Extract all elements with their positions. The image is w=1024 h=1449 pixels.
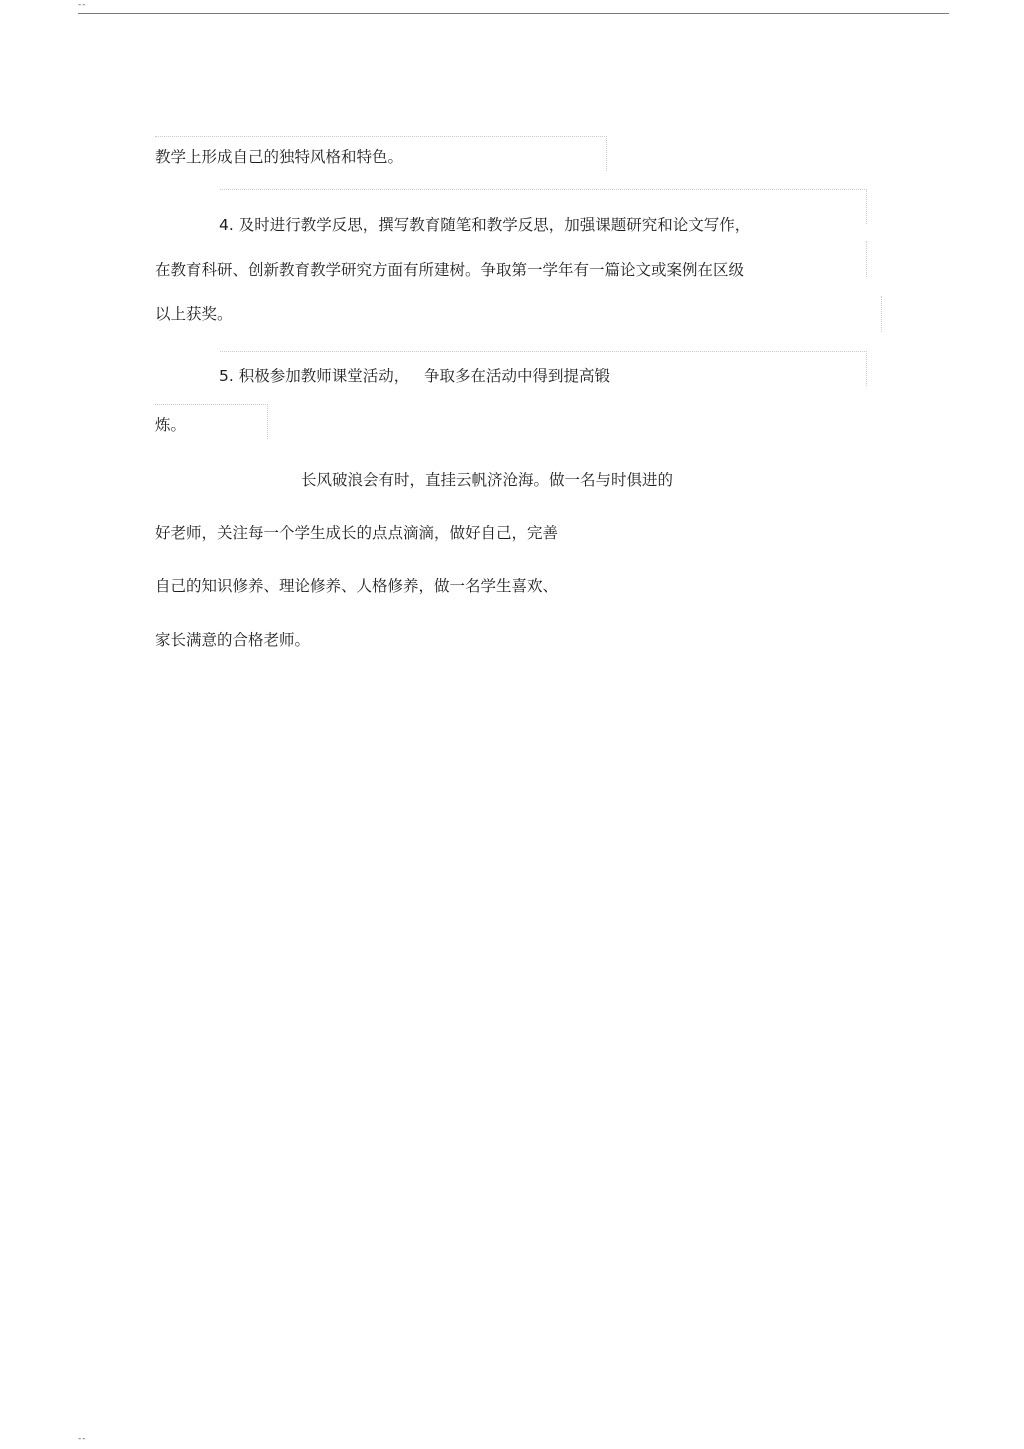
- page-top-marker: --: [78, 0, 87, 10]
- closing-line-3: 自己的知识修养、理论修养、人格修养，做一名学生喜欢、: [155, 577, 559, 595]
- closing-line-4: 家长满意的合格老师。: [155, 631, 311, 649]
- paragraph-3-tail: 教学上形成自己的独特风格和特色。: [155, 148, 404, 166]
- closing-line-2: 好老师，关注每一个学生成长的点点滴滴，做好自己，完善: [155, 524, 559, 542]
- header-rule: [78, 13, 949, 14]
- paragraph-4-line-2: 在教育科研、创新教育教学研究方面有所建树。争取第一学年有一篇论文或案例在区级: [155, 261, 745, 279]
- frame-vline-1: [866, 241, 867, 277]
- closing-line-1: 长风破浪会有时，直挂云帆济沧海。做一名与时俱进的: [301, 471, 674, 489]
- paragraph-5-line-1: 5. 积极参加教师课堂活动， 争取多在活动中得到提高锻: [219, 367, 610, 385]
- paragraph-4-line-3: 以上获奖。: [155, 305, 233, 323]
- paragraph-5-line-2: 炼。: [155, 416, 187, 434]
- page-bottom-marker: --: [78, 1434, 87, 1444]
- paragraph-4-line-1: 4. 及时进行教学反思，撰写教育随笔和教学反思，加强课题研究和论文写作，: [219, 216, 751, 234]
- frame-vline-2: [881, 296, 882, 332]
